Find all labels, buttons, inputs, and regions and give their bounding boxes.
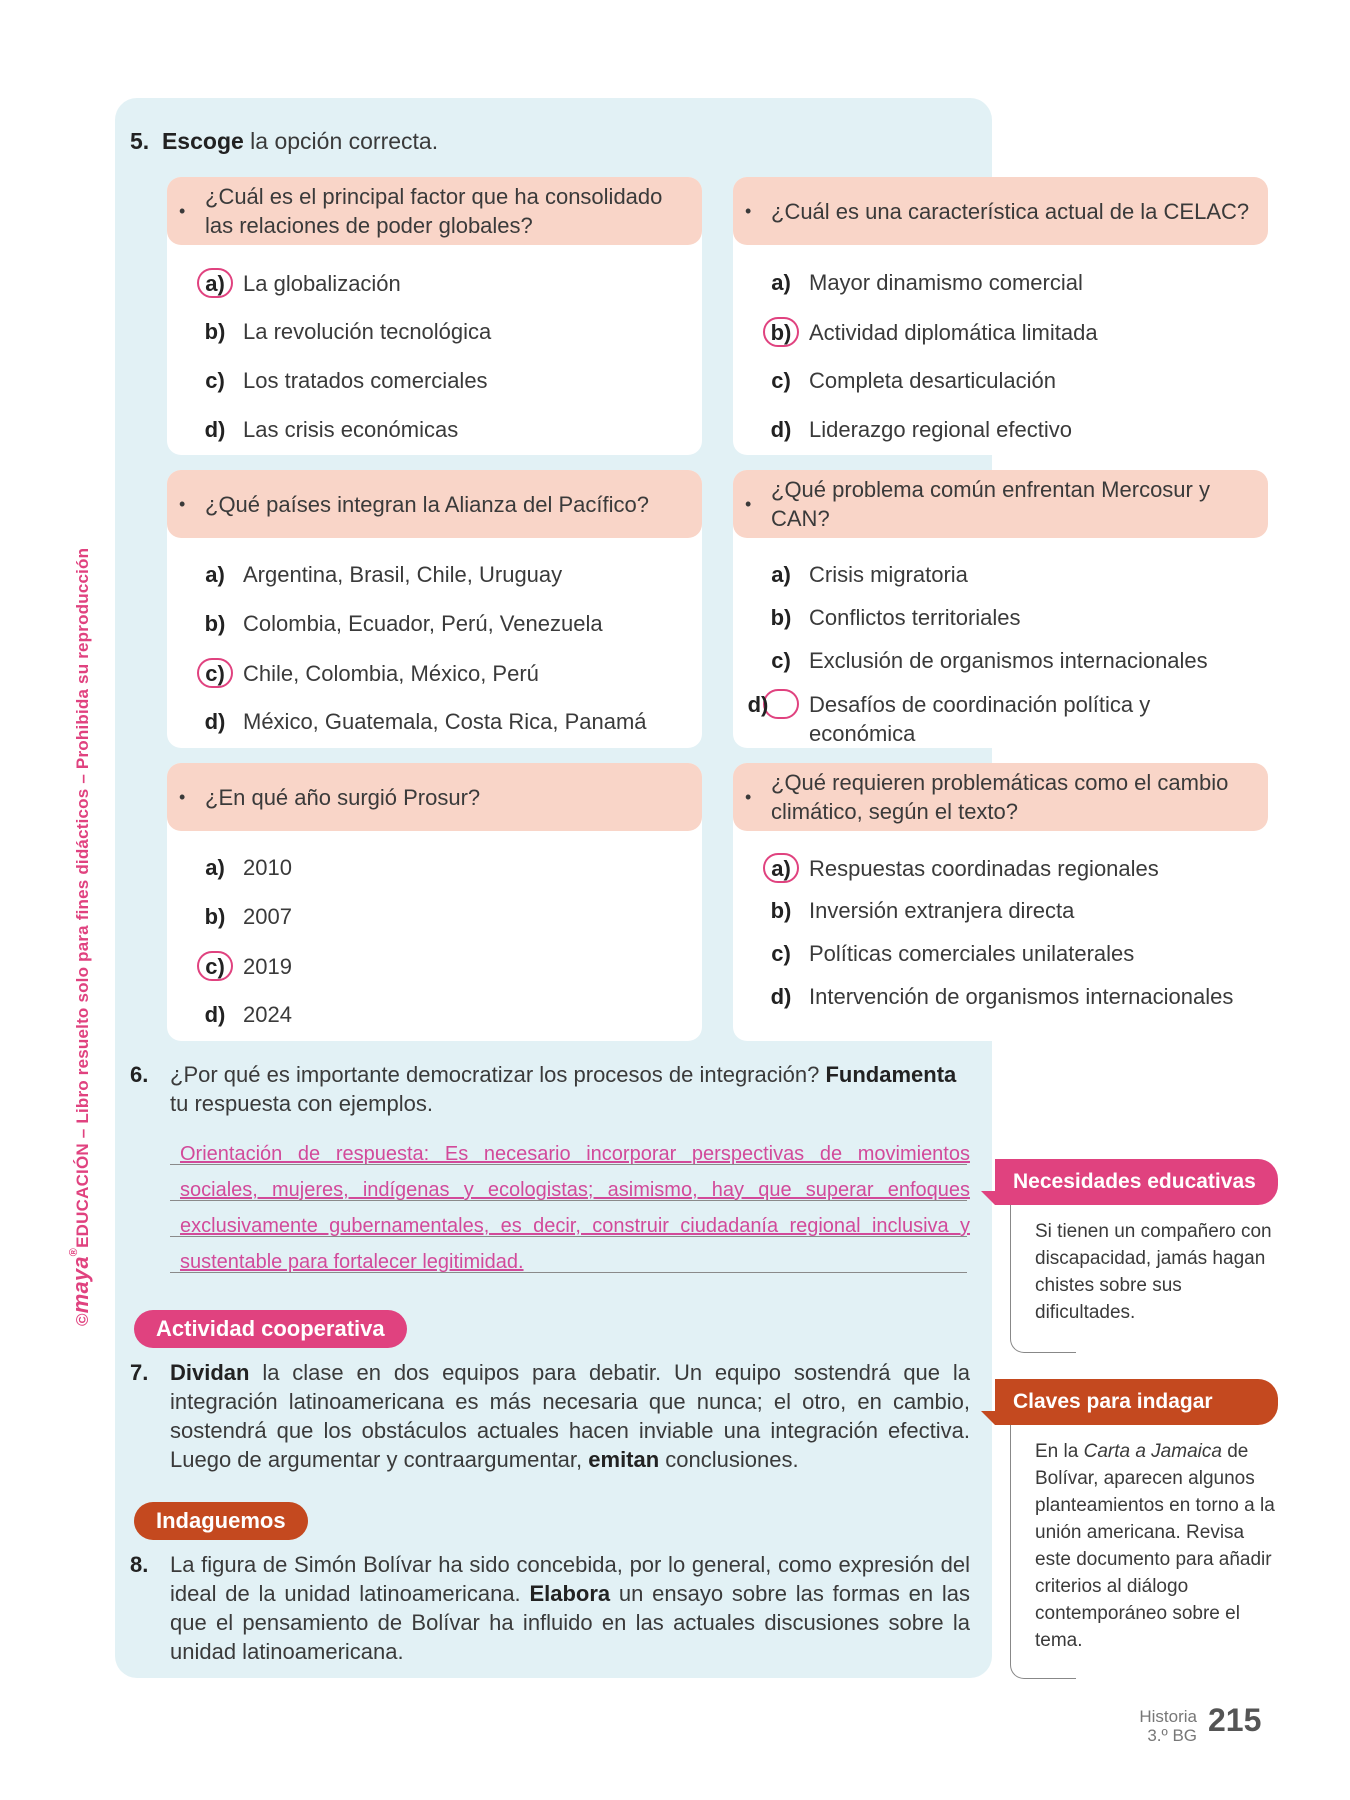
question-text: • ¿Cuál es una característica actual de la CELAC?: [733, 177, 1268, 245]
selected-option-letter: a): [763, 853, 799, 883]
cooperative-activity-label: Actividad cooperativa: [134, 1310, 407, 1348]
option-letter: c): [771, 941, 791, 966]
answer-option[interactable]: [763, 317, 1258, 347]
option-letter: c): [205, 368, 225, 393]
option-text: 2010: [243, 855, 292, 880]
option-letter: b): [204, 904, 226, 929]
indaguemos-label: Indaguemos: [134, 1502, 308, 1540]
option-letter: d): [770, 984, 792, 1009]
question-text: • ¿Qué requieren problemáticas como el cambio climático, según el texto?: [733, 763, 1268, 831]
page-number: 215: [1208, 1702, 1262, 1738]
option-letter: d): [204, 709, 226, 734]
option-text: México, Guatemala, Costa Rica, Panamá: [243, 709, 647, 734]
bullet-icon: •: [745, 200, 752, 221]
bullet-icon: •: [179, 786, 186, 807]
q5-heading: 5. Escoge la opción correcta.: [130, 128, 439, 154]
answer-option[interactable]: [197, 560, 692, 589]
brand-logo: maya: [68, 1256, 93, 1314]
option-text: Completa desarticulación: [809, 368, 1057, 393]
option-letter: c): [771, 648, 791, 673]
option-letter: a): [771, 270, 791, 295]
option-letter: a): [205, 562, 225, 587]
option-text: Las crisis económicas: [243, 417, 459, 442]
option-text: Chile, Colombia, México, Perú: [243, 661, 539, 686]
question-text: • ¿Qué problema común enfrentan Mercosur y CAN?: [733, 470, 1268, 538]
answer-option[interactable]: [197, 415, 692, 444]
option-text: Exclusión de organismos internacionales: [809, 648, 1208, 673]
option-text: 2019: [243, 954, 292, 979]
answer-option[interactable]: [197, 951, 692, 981]
educational-needs-tab: [981, 1191, 995, 1205]
option-letter: c): [771, 368, 791, 393]
q8-prompt: 8. La figura de Simón Bolívar ha sido concebida, por lo general, como expresión del ideal de la unidad latinoamericana. Elabora un ensayo sobre las formas en las que el pensamiento de Bolívar ha influido en las actuales discusiones sobre la unidad latinoamericana.: [130, 1552, 970, 1664]
question-text: • ¿Cuál es el principal factor que ha consolidado las relaciones de poder globales?: [167, 177, 702, 245]
option-text: Actividad diplomática limitada: [809, 320, 1098, 345]
option-text: Los tratados comerciales: [243, 368, 488, 393]
research-keys-body: En la Carta a Jamaica de Bolívar, aparecen algunos planteamientos en torno a la unión americana. Revisa este documento para añadir criterios al diálogo contemporáneo sobre el tema.: [1035, 1441, 1275, 1651]
answer-option[interactable]: [747, 689, 1199, 748]
option-text: Argentina, Brasil, Chile, Uruguay: [243, 562, 563, 587]
selected-option-letter: d): [763, 689, 799, 719]
question-text: • ¿Qué países integran la Alianza del Pacífico?: [167, 470, 702, 538]
q6-answer: Orientación de respuesta: Es necesario incorporar perspectivas de movimientos sociales, mujeres, indígenas y ecologistas; asimismo, hay que superar enfoques exclusivamente gubernamentales, es decir, construir ciudadanía regional inclusiva y sustentable para fortalecer legitimidad.: [180, 1143, 970, 1273]
option-letter: b): [204, 319, 226, 344]
option-text: 2007: [243, 904, 292, 929]
educational-needs-header: Necesidades educativas: [995, 1159, 1278, 1205]
bullet-icon: •: [745, 786, 752, 807]
answer-option[interactable]: [763, 853, 1258, 883]
answer-option[interactable]: [763, 896, 1258, 925]
bullet-icon: •: [179, 200, 186, 221]
research-keys-tab: [981, 1411, 995, 1425]
q7-prompt: 7. Dividan la clase en dos equipos para debatir. Un equipo sostendrá que la integración latinoamericana es más necesaria que nunca; el otro, en cambio, sostendrá que los obstáculos actuales hacen inviable una integración efectiva. Luego de argumentar y contraargumentar, emitan conclusiones.: [130, 1360, 970, 1472]
selected-option-letter: b): [763, 317, 799, 347]
answer-option[interactable]: [197, 268, 692, 298]
option-text: La revolución tecnológica: [243, 319, 492, 344]
option-text: Crisis migratoria: [809, 562, 968, 587]
option-letter: a): [771, 562, 791, 587]
answer-option[interactable]: [763, 560, 1258, 589]
footer-subject: Historia 3.º BG: [1139, 1707, 1197, 1745]
q6-prompt: 6. ¿Por qué es importante democratizar los procesos de integración? Fundamenta tu respuesta con ejemplos.: [130, 1062, 957, 1116]
answer-option[interactable]: [197, 902, 692, 931]
answer-option[interactable]: [763, 982, 1258, 1011]
option-text: Inversión extranjera directa: [809, 898, 1075, 923]
answer-option[interactable]: [763, 415, 1258, 444]
option-text: Políticas comerciales unilaterales: [809, 941, 1135, 966]
option-text: 2024: [243, 1002, 292, 1027]
answer-option[interactable]: [763, 366, 1258, 395]
selected-option-letter: a): [197, 268, 233, 298]
option-text: Desafíos de coordinación política y económica: [809, 692, 1151, 746]
option-text: Liderazgo regional efectivo: [809, 417, 1072, 442]
selected-option-letter: c): [197, 951, 233, 981]
option-letter: b): [770, 898, 792, 923]
option-letter: b): [204, 611, 226, 636]
option-text: Conflictos territoriales: [809, 605, 1021, 630]
copyright-sidebar: ©maya®EDUCACIÓN – Libro resuelto solo para fines didácticos – Prohibida su reproducción: [68, 547, 93, 1326]
option-text: La globalización: [243, 271, 401, 296]
answer-option[interactable]: [763, 603, 1258, 632]
option-text: Intervención de organismos internacionales: [809, 984, 1234, 1009]
answer-option[interactable]: [763, 939, 1258, 968]
answer-option[interactable]: [763, 268, 1258, 297]
option-text: Colombia, Ecuador, Perú, Venezuela: [243, 611, 603, 636]
option-letter: a): [205, 855, 225, 880]
bullet-icon: •: [179, 493, 186, 514]
answer-option[interactable]: [763, 646, 1258, 675]
question-text: • ¿En qué año surgió Prosur?: [167, 763, 702, 831]
educational-needs-body: Si tienen un compañero con discapacidad, jamás hagan chistes sobre sus dificultades.: [1035, 1221, 1272, 1323]
option-letter: d): [770, 417, 792, 442]
option-letter: d): [204, 1002, 226, 1027]
option-letter: d): [204, 417, 226, 442]
option-text: Mayor dinamismo comercial: [809, 270, 1083, 295]
selected-option-letter: c): [197, 658, 233, 688]
answer-option[interactable]: [197, 707, 692, 736]
answer-option[interactable]: [197, 609, 692, 638]
answer-option[interactable]: [197, 366, 692, 395]
answer-option[interactable]: [197, 317, 692, 346]
option-text: Respuestas coordinadas regionales: [809, 856, 1159, 881]
answer-option[interactable]: [197, 853, 692, 882]
answer-option[interactable]: [197, 658, 692, 688]
research-keys-header: Claves para indagar: [995, 1379, 1278, 1425]
bullet-icon: •: [745, 493, 752, 514]
option-letter: b): [770, 605, 792, 630]
answer-option[interactable]: [197, 1000, 692, 1029]
